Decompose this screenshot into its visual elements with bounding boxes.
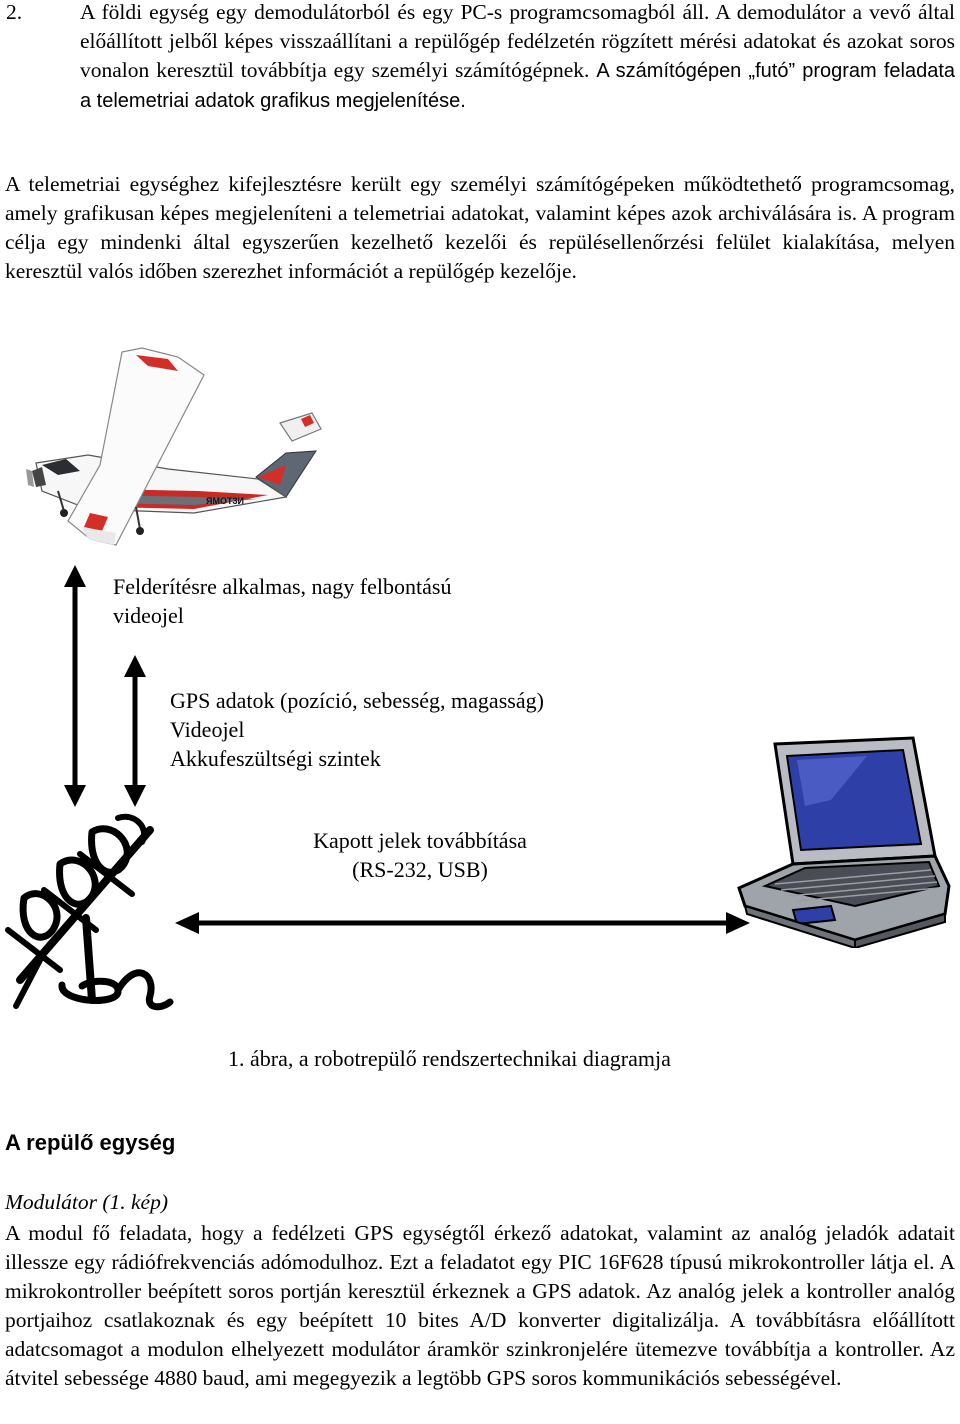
airplane-image <box>18 345 328 565</box>
laptop-icon <box>735 736 957 948</box>
antenna-icon <box>0 810 200 1015</box>
data-link-arrow <box>120 655 150 807</box>
intro-item-text-sans: A számítógépen „futó” program feladata a telemetriai adatok grafikus megjelenítése. <box>80 60 956 112</box>
item-number: 2. <box>6 0 23 24</box>
video-link-arrow <box>60 565 90 807</box>
plane-registration: ЯMOT3И <box>206 496 244 506</box>
intro-item-text: A földi egység egy demodulátorból és egy PC-s programcsomagból áll. A demodulátor a vevő által előállított jelből képes visszaállítani a repülőgép fedélzetén rögzített mérési adatokat és azokat soros vonalon keresztül továbbítja egy személyi számítógépnek. <box>80 0 955 82</box>
video-label-line2: videojel <box>113 603 184 628</box>
transfer-label-line2: (RS-232, USB) <box>352 857 488 882</box>
paragraph-software: A telemetriai egységhez kifejlesztésre került egy személyi számítógépeken működtethető programcsomag, amely grafikusan képes megjeleníteni a telemetriai adatokat, valamint képes azok archiválására is. A program célja egy mindenki által egyszerűen kezelhető kezelői és repülésellenőrzési felület kialakítása, melyen keresztül valós időben szerezhet információt a repülőgép kezelője. <box>5 172 955 283</box>
figure-caption: 1. ábra, a robotrepülő rendszertechnikai diagramja <box>228 1046 671 1071</box>
transfer-label <box>270 826 570 884</box>
data-label <box>170 686 544 773</box>
data-label-line1: GPS adatok (pozíció, sebesség, magasság) <box>170 688 544 713</box>
transfer-label-line1: Kapott jelek továbbítása <box>313 828 527 853</box>
video-label-line1: Felderítésre alkalmas, nagy felbontású <box>113 574 452 599</box>
section-heading: A repülő egység <box>5 1130 176 1155</box>
data-label-line2: Videojel <box>170 717 245 742</box>
data-label-line3: Akkufeszültségi szintek <box>170 746 381 771</box>
intro-item <box>6 0 956 116</box>
paragraph-modulator: A modul fő feladata, hogy a fedélzeti GPS egységtől érkező adatokat, valamint az analóg jeladók adatait illessze egy rádiófrekvenciás adómodulhoz. Ezt a feladatot egy PIC 16F628 típusú mikrokontroller látja el. A mikrokontroller beépített soros portján keresztül érkeznek a GPS adatok. Az analóg jelek a kontroller analóg portjaihoz csatlakoznak és egy beépített 10 bites A/D konverter digitalizálja. A továbbításra előállított adatcsomagot a modulon elhelyezett modulátor áramkör szinkronjelére ütemezve továbbítja a kontroller. Az átvitel sebessége 4880 baud, ami megegyezik a legtöbb GPS soros kommunikációs sebességével. <box>5 1221 955 1390</box>
serial-link-arrow <box>175 908 750 938</box>
video-label <box>113 572 451 630</box>
subheading: Modulátor (1. kép) <box>5 1190 169 1214</box>
